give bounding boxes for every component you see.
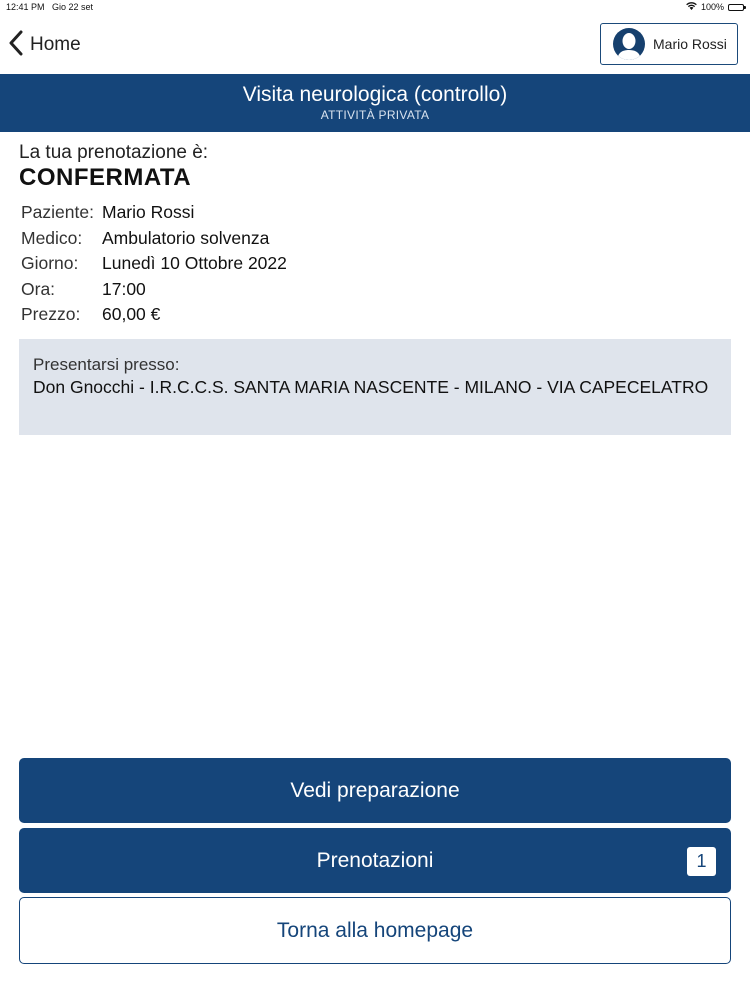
booking-details (21, 200, 621, 328)
detail-value: Mario Rossi (102, 202, 195, 223)
detail-label: Giorno: (21, 253, 79, 274)
view-preparation-button[interactable] (19, 758, 731, 823)
location-box (19, 339, 731, 435)
page-subtitle: ATTIVITÀ PRIVATA (320, 108, 430, 122)
user-avatar-icon (613, 28, 645, 60)
back-button[interactable] (8, 30, 81, 60)
back-to-homepage-label: Torna alla homepage (276, 918, 474, 942)
status-indicators (686, 2, 744, 12)
view-preparation-label: Vedi preparazione (290, 778, 460, 802)
bookings-button[interactable] (19, 828, 731, 893)
detail-row-price (21, 302, 621, 328)
detail-value: Ambulatorio solvenza (102, 227, 270, 248)
detail-row-doctor (21, 226, 621, 252)
battery-icon (728, 4, 744, 11)
detail-row-patient (21, 200, 621, 226)
battery-percent: 100% (700, 2, 724, 12)
page-title: Visita neurologica (controllo) (242, 83, 508, 106)
bookings-label: Prenotazioni (316, 848, 434, 872)
bookings-count-badge: 1 (687, 847, 716, 876)
user-profile-button[interactable] (600, 23, 738, 65)
status-time: 12:41 PM (6, 2, 45, 12)
status-bar (0, 0, 750, 16)
chevron-left-icon (8, 30, 24, 61)
detail-row-day (21, 251, 621, 277)
detail-label: Medico: (21, 227, 83, 248)
title-band (0, 74, 750, 132)
detail-row-time (21, 277, 621, 303)
user-name: Mario Rossi (653, 36, 727, 52)
back-label: Home (30, 34, 81, 55)
detail-label: Prezzo: (21, 304, 81, 325)
location-label: Presentarsi presso: (33, 355, 180, 374)
nav-bar (0, 16, 750, 74)
detail-label: Ora: (21, 278, 56, 299)
booking-status: CONFERMATA (19, 164, 192, 191)
wifi-icon (686, 2, 697, 12)
booking-intro: La tua prenotazione è: (19, 142, 209, 163)
detail-value: 60,00 € (102, 304, 161, 325)
status-date: Gio 22 set (52, 2, 94, 12)
location-value: Don Gnocchi - I.R.C.C.S. SANTA MARIA NASCENTE - MILANO - VIA CAPECELATRO (33, 377, 709, 397)
back-to-homepage-button[interactable] (19, 897, 731, 964)
detail-value: Lunedì 10 Ottobre 2022 (102, 253, 287, 274)
detail-label: Paziente: (21, 202, 94, 223)
detail-value: 17:00 (102, 278, 146, 299)
